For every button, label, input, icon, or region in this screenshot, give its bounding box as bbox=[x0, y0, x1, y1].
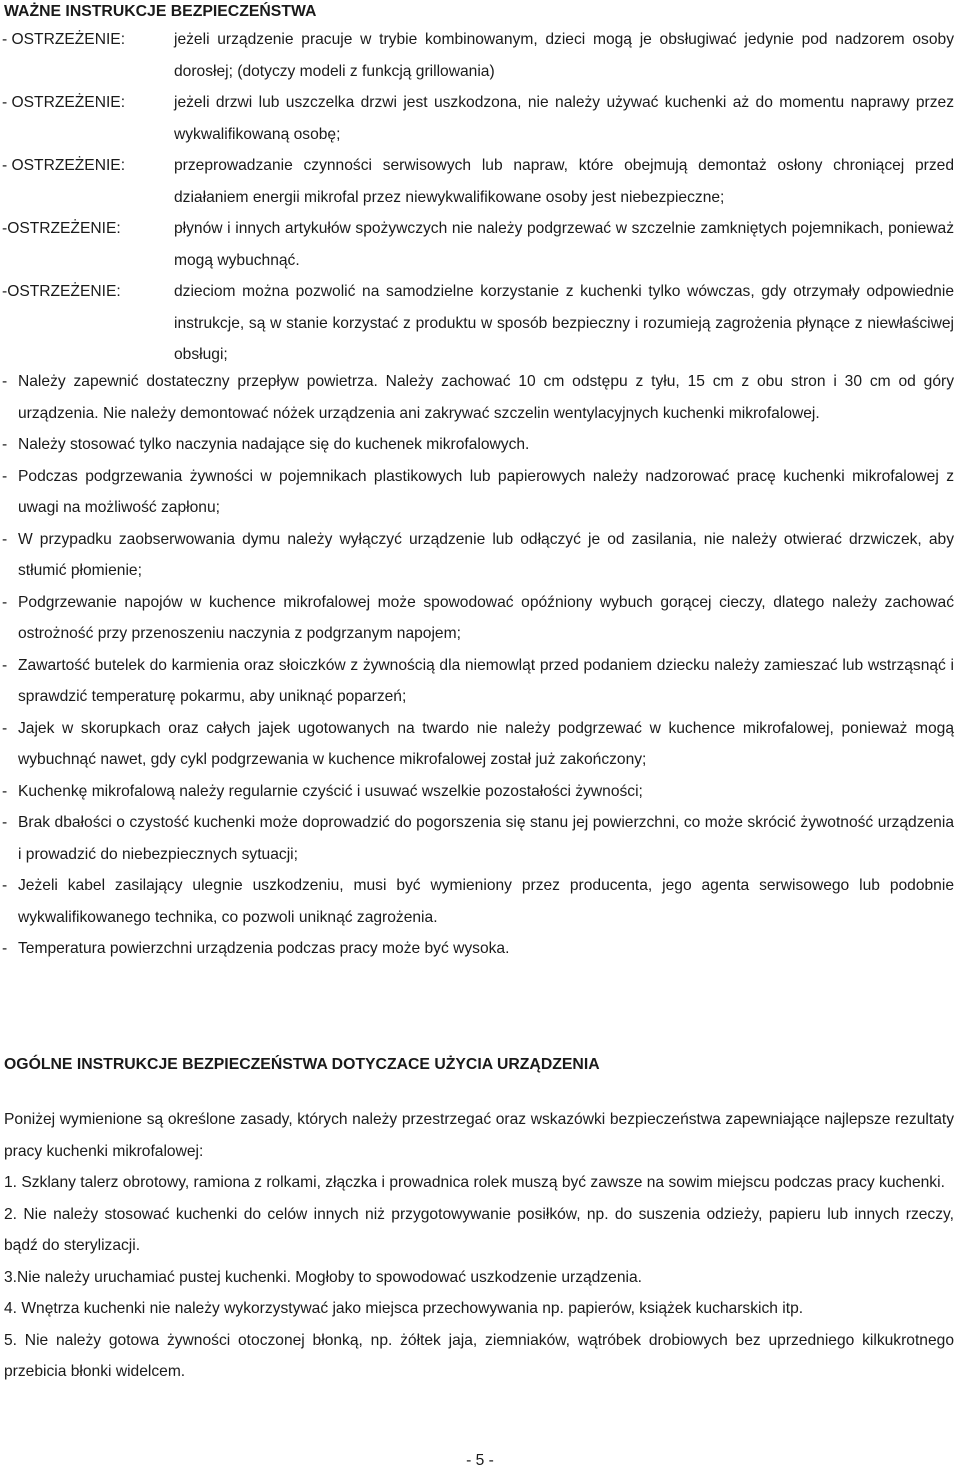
numbered-item: 3.Nie należy uruchamiać pustej kuchenki. Mogłoby to spowodować uszkodzenie urządzenia. bbox=[4, 1268, 642, 1286]
general-section bbox=[4, 1104, 954, 1388]
warning-label: - OSTRZEŻENIE: bbox=[2, 157, 126, 174]
list-dash: - bbox=[2, 656, 8, 674]
list-item-text: Należy zapewnić dostateczny przepływ powietrza. Należy zachować 10 cm odstępu z tyłu, 15 cm z obu stron i 30 cm od góry urządzenia. Nie należy demontować nóżek urządzenia ani zakrywać szczelin wentylacyjnych kuchenki mikrofalowej. bbox=[18, 373, 954, 422]
warning-text: przeprowadzanie czynności serwisowych lub napraw, które obejmują demontaż osłony chroniącej przed działaniem energii mikrofal przez niewykwalifikowane osoby jest niebezpieczne; bbox=[174, 157, 954, 206]
warning-label: - OSTRZEŻENIE: bbox=[2, 31, 126, 48]
list-item bbox=[0, 776, 960, 808]
numbered-item: 2. Nie należy stosować kuchenki do celów innych niż przygotowywanie posiłków, np. do suszenia odzieży, papieru lub innych rzeczy, bądź do sterylizacji. bbox=[4, 1205, 954, 1254]
list-dash: - bbox=[2, 940, 8, 957]
list-item-text: Zawartość butelek do karmienia oraz słoiczków z żywnością dla niemowląt przed podaniem dziecku należy zamieszać lub wstrząsnąć i sprawdzić temperaturę pokarmu, aby uniknąć poparzeń; bbox=[18, 656, 954, 705]
warning-text: jeżeli urządzenie pracuje w trybie kombinowanym, dzieci mogą je obsługiwać jedynie pod nadzorem osoby dorosłej; (dotyczy modeli z funkcją grillowania) bbox=[174, 31, 954, 80]
list-item bbox=[0, 366, 960, 429]
list-dash: - bbox=[2, 877, 8, 894]
warning-label: -OSTRZEŻENIE: bbox=[2, 283, 121, 300]
warning-text: jeżeli drzwi lub uszczelka drzwi jest uszkodzona, nie należy używać kuchenki aż do momentu naprawy przez wykwalifikowaną osobę; bbox=[174, 94, 954, 143]
list-dash: - bbox=[2, 373, 8, 390]
warning-item bbox=[0, 24, 960, 87]
list-item-text: Kuchenkę mikrofalową należy regularnie czyścić i usuwać wszelkie pozostałości żywności; bbox=[18, 782, 643, 800]
list-dash: - bbox=[2, 719, 8, 737]
list-dash: - bbox=[2, 593, 8, 611]
list-item-text: Temperatura powierzchni urządzenia podczas pracy może być wysoka. bbox=[18, 940, 510, 957]
list-item bbox=[0, 807, 960, 870]
list-item bbox=[0, 524, 960, 587]
list-item-text: Należy stosować tylko naczynia nadające się do kuchenek mikrofalowych. bbox=[18, 436, 530, 453]
numbered-item: 5. Nie należy gotowa żywności otoczonej błonką, np. żółtek jaja, ziemniaków, wątróbek drobiowych bez uprzedniego kilkukrotnego przebicia błonki widelcem. bbox=[4, 1331, 954, 1380]
bullet-list bbox=[0, 366, 960, 965]
list-dash: - bbox=[2, 782, 8, 800]
numbered-item: 4. Wnętrza kuchenki nie należy wykorzystywać jako miejsca przechowywania np. papierów, książek kucharskich itp. bbox=[4, 1300, 804, 1317]
numbered-item: 1. Szklany talerz obrotowy, ramiona z rolkami, złączka i prowadnica rolek muszą być zawsze na sowim miejscu podczas pracy kuchenki. bbox=[4, 1174, 945, 1191]
warning-item bbox=[0, 276, 960, 371]
warning-text: dzieciom można pozwolić na samodzielne korzystanie z kuchenki tylko wówczas, gdy otrzymały odpowiednie instrukcje, są w stanie korzystać z produktu w sposób bezpieczny i rozumieją zagrożenia płynące z niewłaściwej obsługi; bbox=[174, 283, 954, 363]
list-item bbox=[0, 429, 960, 461]
list-dash: - bbox=[2, 467, 8, 485]
list-item bbox=[0, 587, 960, 650]
list-item bbox=[0, 870, 960, 933]
list-item-text: Brak dbałości o czystość kuchenki może doprowadzić do pogorszenia się stanu jej powierzchni, co może skrócić żywotność urządzenia i prowadzić do niebezpiecznych sytuacji; bbox=[18, 814, 954, 863]
warning-label: - OSTRZEŻENIE: bbox=[2, 94, 126, 111]
list-item bbox=[0, 650, 960, 713]
section-heading-general: OGÓLNE INSTRUKCJE BEZPIECZEŃSTWA DOTYCZACE UŻYCIA URZĄDZENIA bbox=[4, 1056, 600, 1073]
list-dash: - bbox=[2, 814, 8, 831]
section-heading-important: WAŻNE INSTRUKCJE BEZPIECZEŃSTWA bbox=[4, 3, 317, 20]
list-dash: - bbox=[2, 436, 8, 453]
list-item-text: Podczas podgrzewania żywności w pojemnikach plastikowych lub papierowych należy nadzorować pracę kuchenki mikrofalowej z uwagi na możliwość zapłonu; bbox=[18, 467, 954, 516]
list-item-text: Jajek w skorupkach oraz całych jajek ugotowanych na twardo nie należy podgrzewać w kuchence mikrofalowej, ponieważ mogą wybuchnąć nawet, gdy cykl podgrzewania w kuchence mikrofalowej został już zakończony; bbox=[18, 719, 954, 768]
list-item-text: W przypadku zaobserwowania dymu należy wyłączyć urządzenie lub odłączyć je od zasilania, nie należy otwierać drzwiczek, aby stłumić płomienie; bbox=[18, 530, 954, 579]
warning-item bbox=[0, 150, 960, 213]
list-item-text: Podgrzewanie napojów w kuchence mikrofalowej może spowodować opóźniony wybuch gorącej cieczy, dlatego należy zachować ostrożność przy przenoszeniu naczynia z podgrzanym napojem; bbox=[18, 593, 954, 642]
list-item bbox=[0, 713, 960, 776]
warning-text: płynów i innych artykułów spożywczych nie należy podgrzewać w szczelnie zamkniętych pojemnikach, ponieważ mogą wybuchnąć. bbox=[174, 220, 954, 269]
warning-label: -OSTRZEŻENIE: bbox=[2, 220, 121, 237]
list-item bbox=[0, 461, 960, 524]
list-dash: - bbox=[2, 530, 8, 548]
intro-paragraph: Poniżej wymienione są określone zasady, których należy przestrzegać oraz wskazówki bezpieczeństwa zapewniające najlepsze rezultaty pracy kuchenki mikrofalowej: bbox=[4, 1111, 954, 1160]
list-item-text: Jeżeli kabel zasilający ulegnie uszkodzeniu, musi być wymieniony przez producenta, jego agenta serwisowego lub podobnie wykwalifikowanego technika, co pozwoli uniknąć zagrożenia. bbox=[18, 877, 954, 926]
warning-item bbox=[0, 213, 960, 276]
page-number: - 5 - bbox=[466, 1452, 494, 1469]
list-item bbox=[0, 933, 960, 965]
warning-item bbox=[0, 87, 960, 150]
warnings-list bbox=[0, 24, 960, 371]
